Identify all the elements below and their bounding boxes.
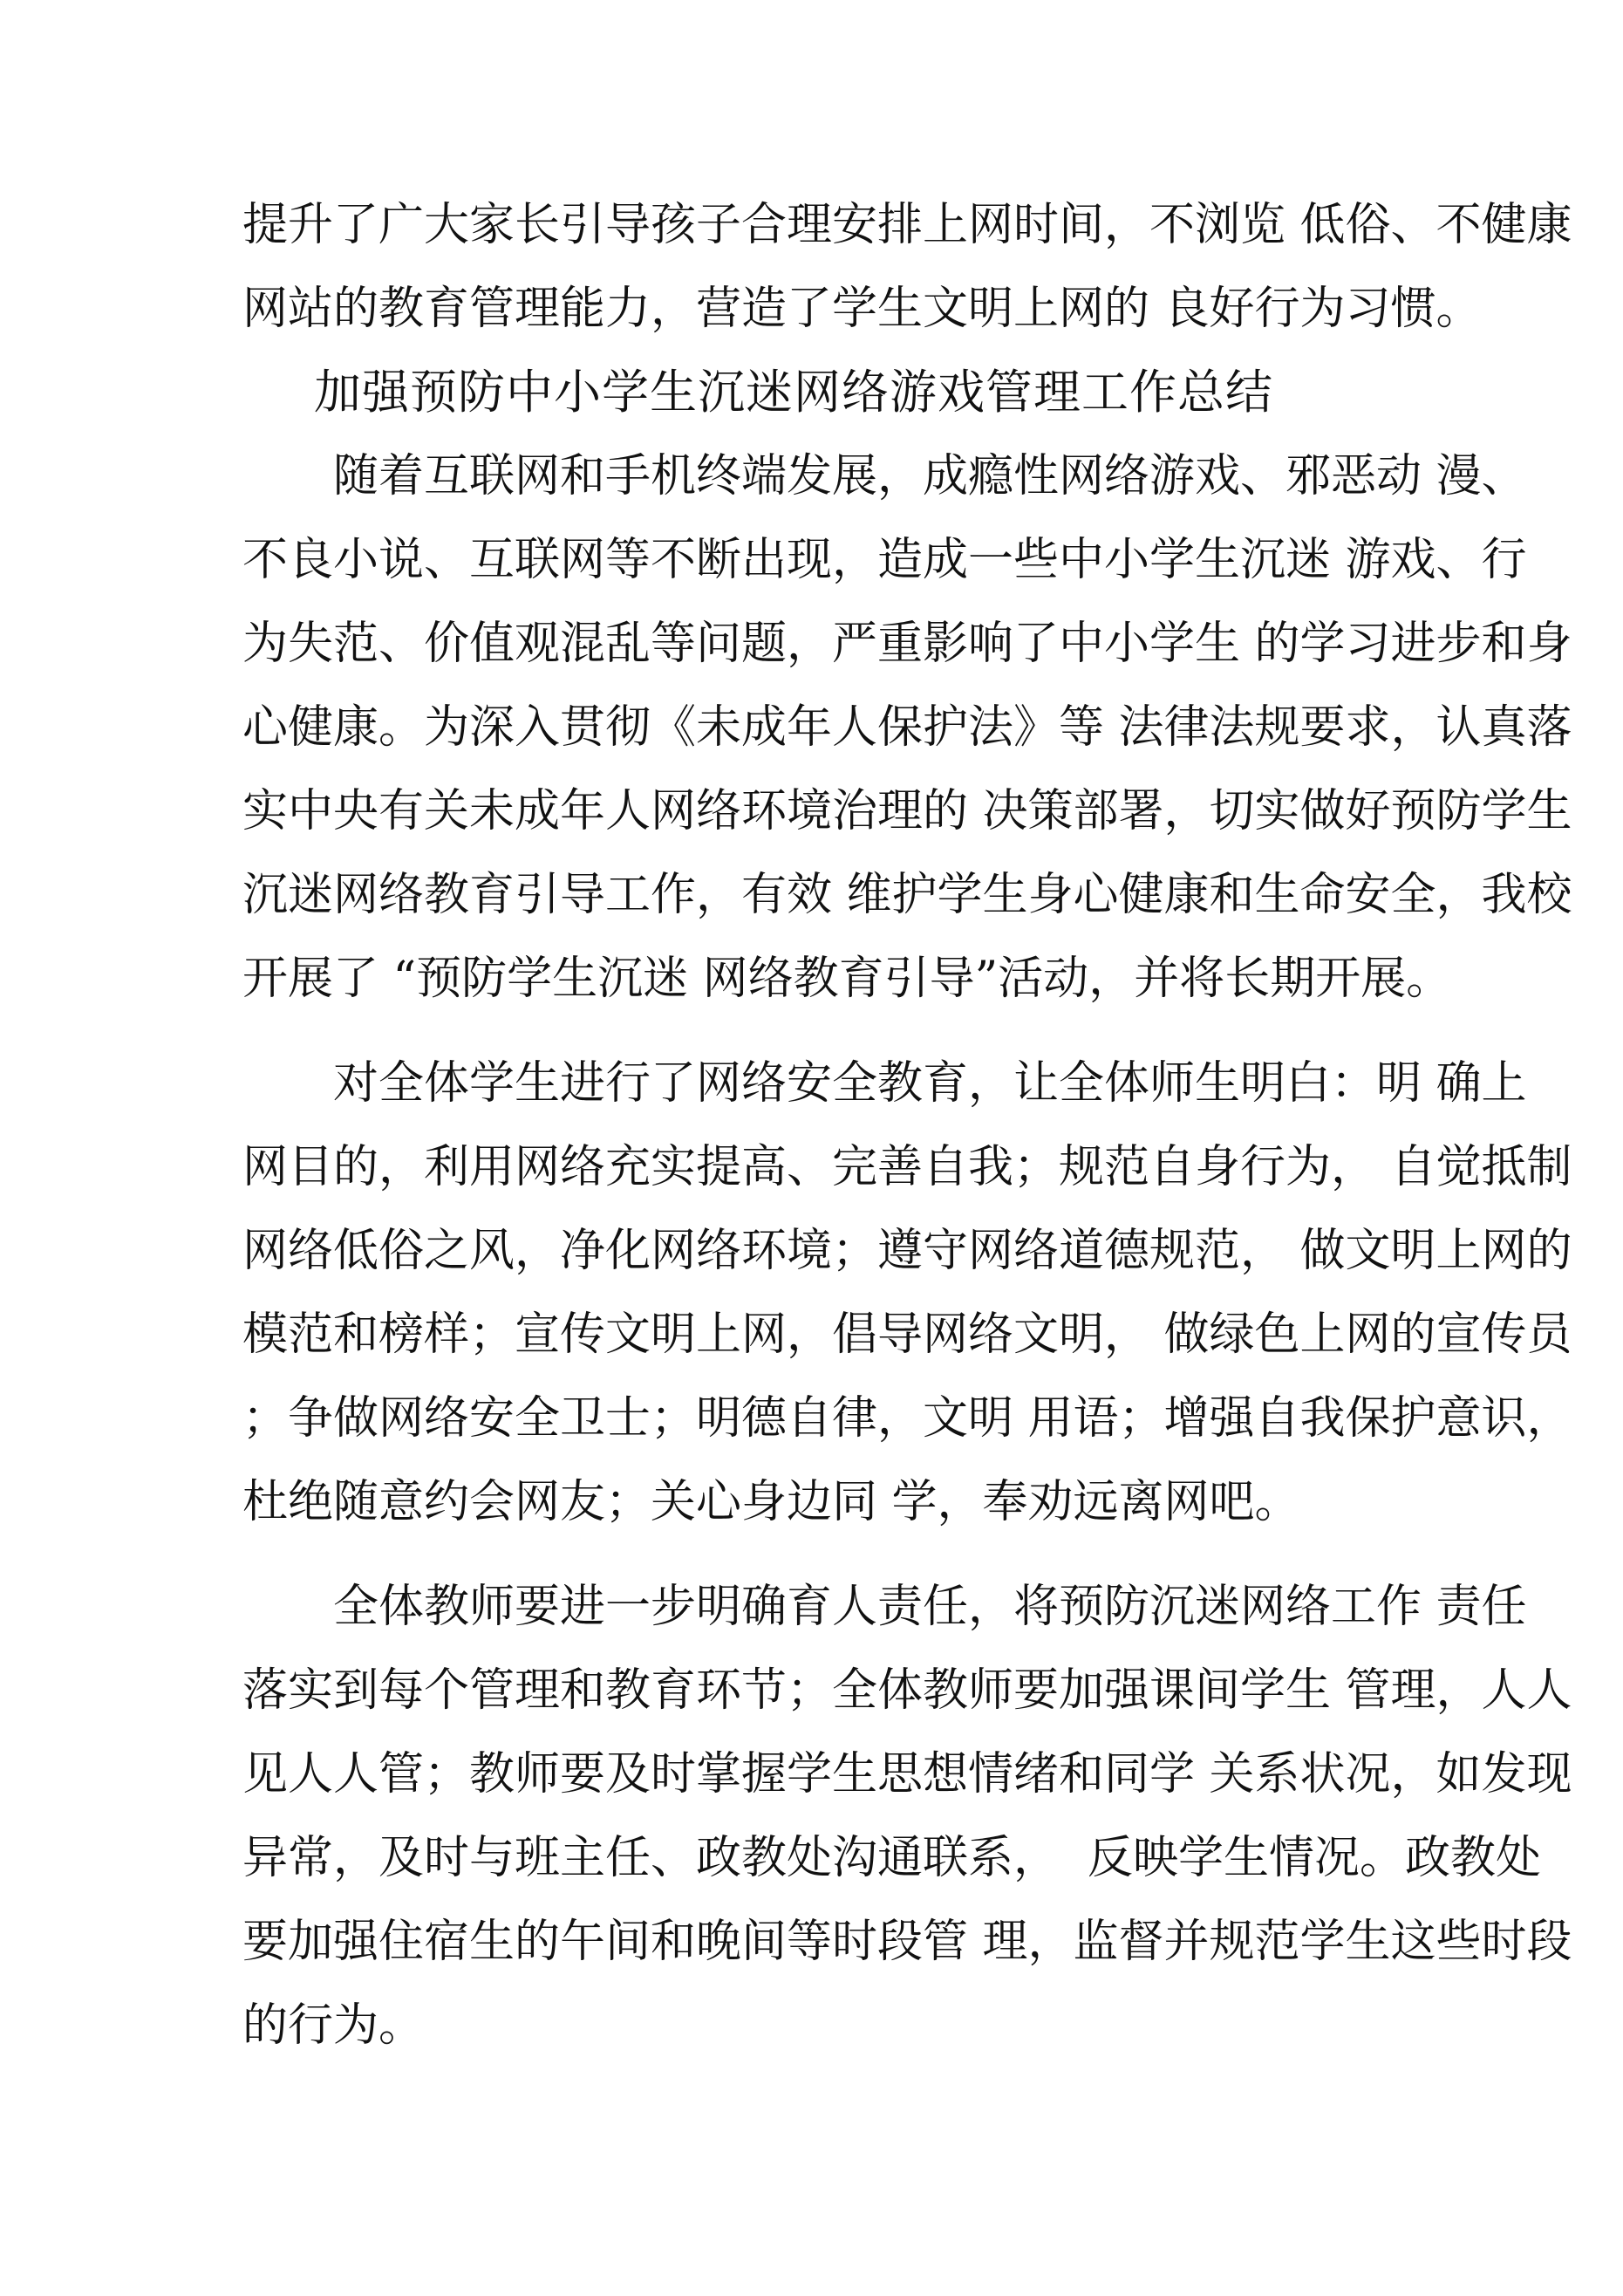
text-line: ；争做网络安全卫士；明德自律，文明 用语；增强自我保护意识，: [242, 1392, 1572, 1445]
paragraph-3: [242, 1565, 1572, 2067]
text-line: 提升了广大家长引导孩子合理安排上网时间，不浏览 低俗、不健康: [242, 199, 1572, 251]
paragraph-spacer: [242, 1544, 1394, 1565]
text-line: 不良小说、互联网等不断出现，造成一些中小学生沉迷 游戏、行: [242, 534, 1527, 586]
text-line: 见人人管；教师要及时掌握学生思想情绪和同学 关系状况，如发现: [242, 1748, 1572, 1801]
text-line: 的行为。: [242, 1999, 425, 2052]
paragraph-2: [242, 1042, 1572, 1544]
document-body: [242, 183, 1572, 2067]
text-line: 全体教师要进一步明确育人责任，将预防沉迷网络工作 责任: [242, 1581, 1527, 1633]
text-line: 开展了 “预防学生沉迷 网络教育引导”活动，并将长期开展。: [242, 953, 1452, 1005]
text-line: 模范和榜样；宣传文明上网，倡导网络文明， 做绿色上网的宣传员: [242, 1309, 1572, 1361]
text-line: 沉迷网络教育引导工作，有效 维护学生身心健康和生命安全，我校: [242, 869, 1572, 921]
text-line: 对全体学生进行了网络安全教育，让全体师生明白：明 确上: [242, 1057, 1527, 1110]
document-title: 加强预防中小学生沉迷网络游戏管理工作总结: [314, 365, 1273, 420]
text-line: 实中央有关未成年人网络环境治理的 决策部署，切实做好预防学生: [242, 785, 1572, 837]
text-line: 网目的，利用网络充实提高、完善自我；规范自身行为， 自觉抵制: [242, 1141, 1572, 1193]
paragraph-1: [242, 434, 1572, 1021]
text-line: 要加强住宿生的午间和晚间等时段管 理，监督并规范学生这些时段: [242, 1916, 1572, 1968]
intro-paragraph: [242, 183, 1572, 351]
text-line: 网络低俗之风，净化网络环境；遵守网络道德规范， 做文明上网的: [242, 1225, 1572, 1277]
text-line: 随着互联网和手机终端发展，成瘾性网络游戏、邪恶动 漫、: [242, 450, 1527, 502]
text-line: 心健康。为深入贯彻《未成年人保护法》等 法律法规要求，认真落: [242, 701, 1572, 754]
text-line: 落实到每个管理和教育环节；全体教师要加强课间学生 管理，人人: [242, 1664, 1572, 1717]
text-line: 网站的教育管理能力，营造了学生文明上网的 良好行为习惯。: [242, 283, 1482, 335]
text-line: 异常，及时与班主任、政教处沟通联系， 反映学生情况。政教处: [242, 1832, 1542, 1884]
text-line: 杜绝随意约会网友；关心身边同 学，奉劝远离网吧。: [242, 1476, 1300, 1528]
text-line: 为失范、价值观混乱等问题，严重影响了中小学生 的学习进步和身: [242, 618, 1572, 670]
paragraph-spacer: [242, 1021, 1394, 1042]
